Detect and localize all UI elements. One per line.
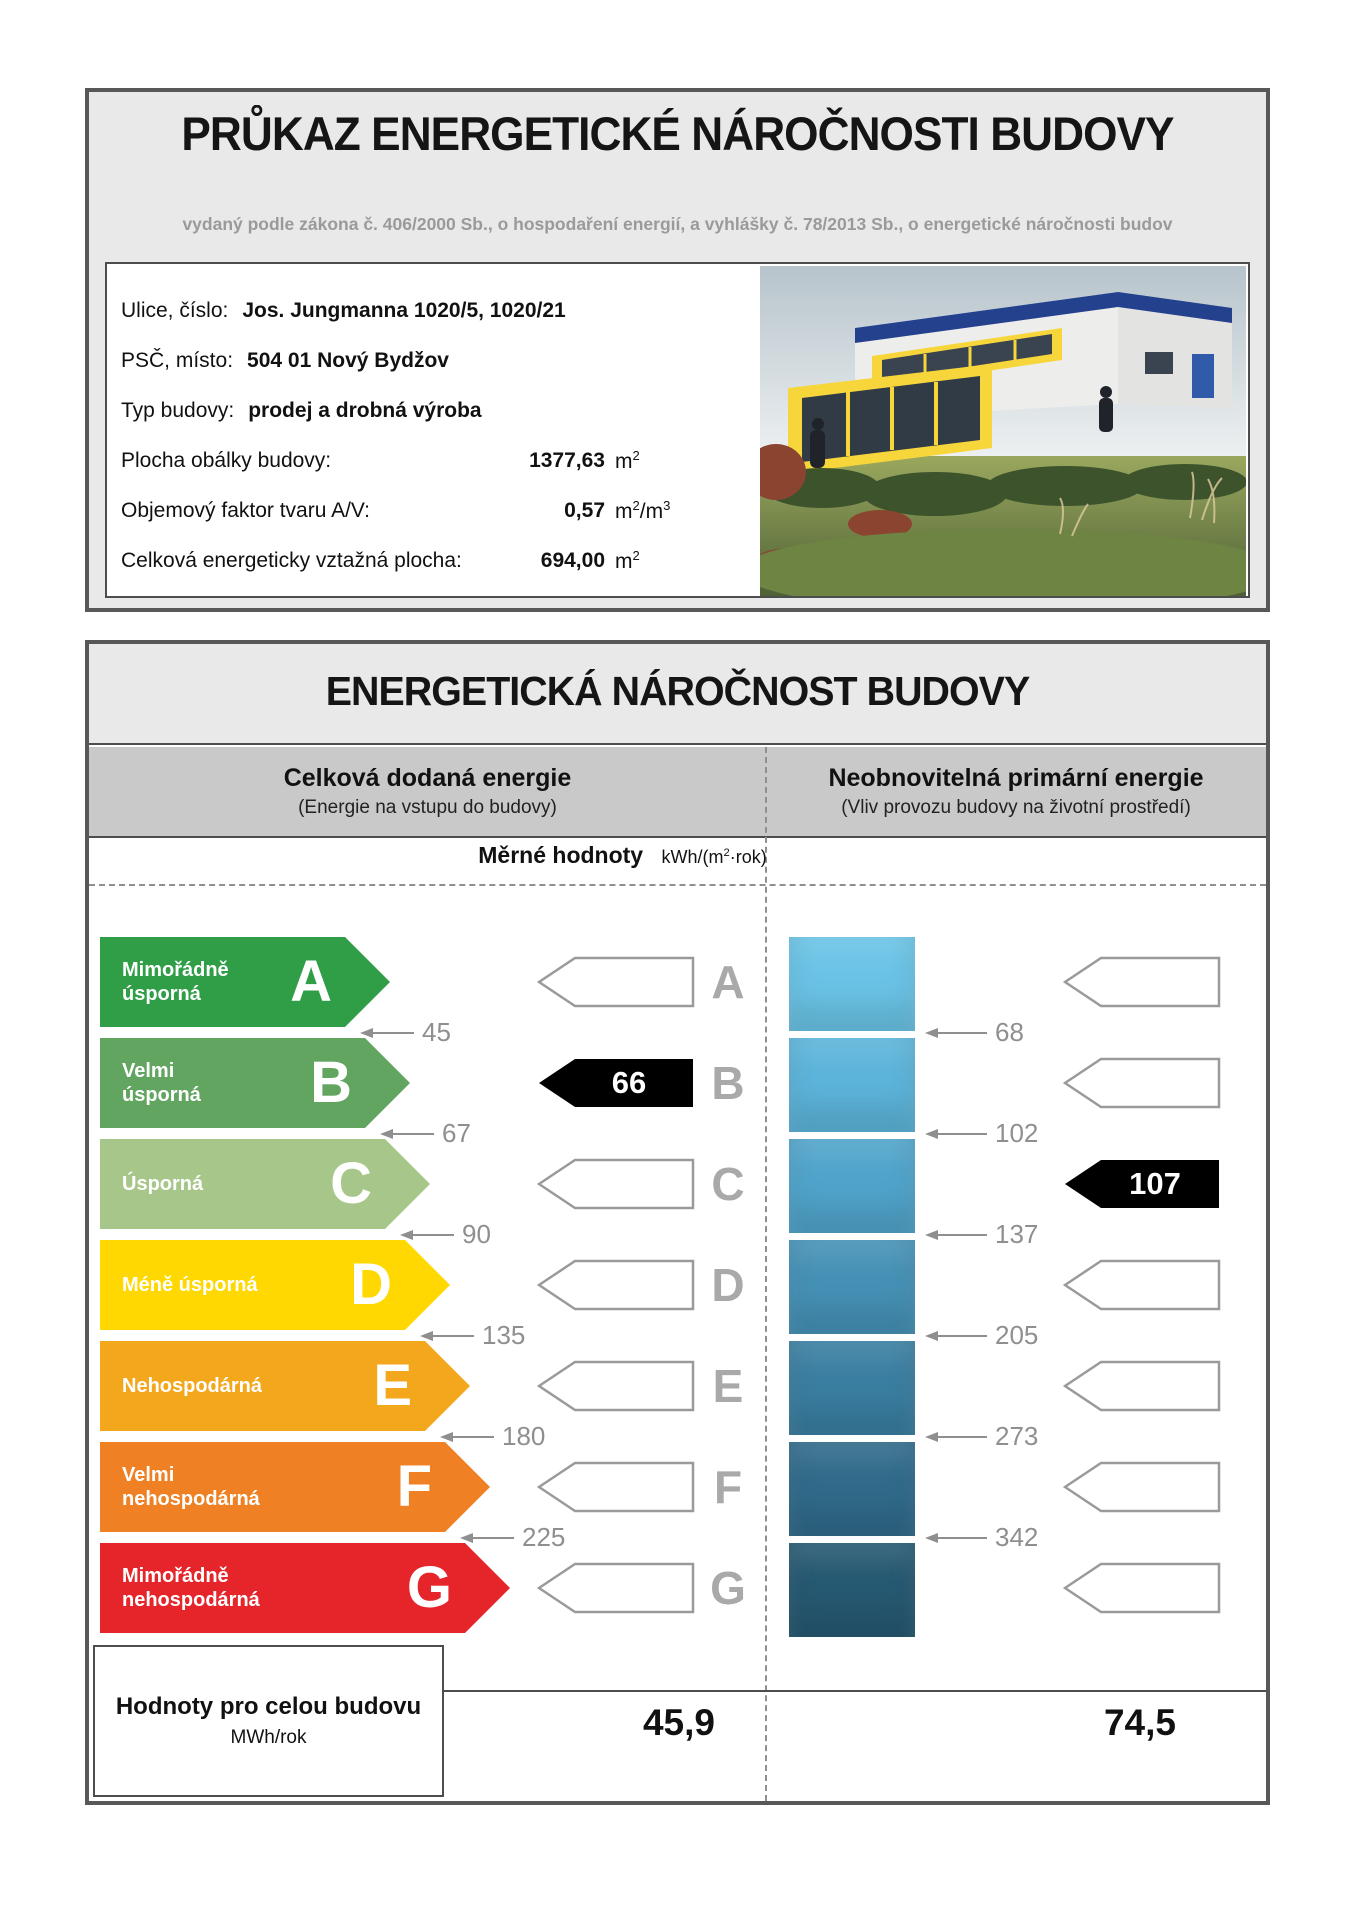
right-threshold-273: 273	[925, 1422, 1038, 1451]
right-indicator-E	[1063, 1359, 1221, 1413]
factor-label: Objemový faktor tvaru A/V:	[121, 499, 370, 522]
left-column-header	[89, 747, 766, 836]
factor-value: 0,57	[564, 499, 605, 522]
energy-rating-box	[85, 640, 1270, 1805]
left-arrow-icon	[925, 1430, 989, 1444]
floor-area-value: 694,00	[540, 549, 605, 572]
row-letter-A: A	[711, 956, 745, 1008]
specific-values-label: Měrné hodnoty	[478, 842, 644, 868]
left-arrow-icon	[925, 1026, 989, 1040]
envelope-unit: $m^2$	[615, 448, 640, 473]
blue-segment-6	[789, 1442, 915, 1536]
certificate-header-box	[85, 88, 1270, 612]
rating-bar-B: Velmi úsporná B	[100, 1038, 410, 1128]
envelope-value: 1377,63	[529, 449, 605, 472]
right-threshold-205: 205	[925, 1321, 1038, 1350]
right-threshold-68: 68	[925, 1018, 1024, 1047]
left-threshold-180: 180	[440, 1422, 545, 1451]
specific-values-unit: kWh/$(m^2\cdot rok)$	[661, 847, 767, 867]
left-indicator-E	[537, 1359, 695, 1413]
left-threshold-135: 135	[420, 1321, 525, 1350]
building-photo	[760, 266, 1246, 596]
building-info-list	[121, 286, 681, 586]
psc-value: 504 01 Nový Bydžov	[247, 349, 449, 372]
info-row-psc	[121, 336, 681, 386]
blue-segment-7	[789, 1543, 915, 1637]
totals-label: Hodnoty pro celou budovu	[115, 1693, 422, 1720]
total-value-left: 45,9	[642, 1702, 715, 1743]
blue-segment-5	[789, 1341, 915, 1435]
envelope-label: Plocha obálky budovy:	[121, 449, 332, 472]
psc-label: PSČ, místo:	[121, 349, 234, 372]
type-value: prodej a drobná výroba	[248, 399, 482, 422]
left-arrow-icon	[925, 1329, 989, 1343]
left-indicator-D	[537, 1258, 695, 1312]
street-label: Ulice, číslo:	[121, 299, 229, 322]
rating-bar-F: Velmi nehospodárná F	[100, 1442, 490, 1532]
left-arrow-icon	[420, 1329, 476, 1343]
right-value-arrow	[1063, 1157, 1221, 1211]
info-row-factor	[121, 486, 681, 536]
info-row-envelope	[121, 436, 681, 486]
column-divider-dashed	[765, 747, 767, 1801]
chart-top-dashed-line	[89, 884, 1266, 886]
right-indicator-F	[1063, 1460, 1221, 1514]
left-arrow-icon	[440, 1430, 496, 1444]
totals-unit: MWh/rok	[230, 1727, 307, 1748]
blue-segment-2	[789, 1038, 915, 1132]
building-info-box	[105, 262, 1250, 598]
totals-label-cell	[93, 1645, 444, 1797]
floor-area-unit: $m^2$	[615, 548, 640, 573]
left-indicator-G	[537, 1561, 695, 1615]
right-indicator-A	[1063, 955, 1221, 1009]
right-indicator-B	[1063, 1056, 1221, 1110]
type-label: Typ budovy:	[121, 399, 235, 422]
left-column-subtitle: (Energie na vstupu do budovy)	[298, 797, 557, 818]
rating-bar-E: Nehospodárná E	[100, 1341, 470, 1431]
blue-segment-1	[789, 937, 915, 1031]
info-row-floor-area	[121, 536, 681, 586]
row-letter-C: C	[711, 1158, 745, 1210]
blue-segment-3	[789, 1139, 915, 1233]
rating-bar-A: Mimořádně úsporná A	[100, 937, 390, 1027]
totals-separator	[444, 1690, 1266, 1692]
page-subtitle: vydaný podle zákona č. 406/2000 Sb., o hospodaření energií, a vyhlášky č. 78/2013 Sb., o energetické náročnosti budov	[182, 214, 1173, 234]
left-threshold-67: 67	[380, 1119, 471, 1148]
left-indicator-C	[537, 1157, 695, 1211]
left-arrow-icon	[460, 1531, 516, 1545]
left-building-value: 66	[611, 1065, 647, 1100]
left-threshold-90: 90	[400, 1220, 491, 1249]
left-threshold-225: 225	[460, 1523, 565, 1552]
right-indicator-G	[1063, 1561, 1221, 1615]
left-column-title: Celková dodaná energie	[283, 764, 572, 792]
factor-unit: $m^2/m^3$	[615, 498, 671, 523]
column-headers	[89, 747, 1266, 838]
right-column-subtitle: (Vliv provozu budovy na životní prostředí)	[841, 797, 1191, 818]
left-arrow-icon	[925, 1531, 989, 1545]
section-title: ENERGETICKÁ NÁROČNOST BUDOVY	[325, 668, 1030, 714]
left-arrow-icon	[360, 1026, 416, 1040]
rating-bar-D: Méně úsporná D	[100, 1240, 450, 1330]
info-row-street	[121, 286, 681, 336]
right-column-header	[766, 747, 1266, 836]
left-threshold-45: 45	[360, 1018, 451, 1047]
row-letter-G: G	[710, 1562, 746, 1614]
left-value-arrow	[537, 1056, 695, 1110]
row-letter-B: B	[711, 1057, 745, 1109]
street-value: Jos. Jungmanna 1020/5, 1020/21	[242, 299, 566, 322]
section-title-band	[89, 644, 1266, 745]
left-arrow-icon	[925, 1228, 989, 1242]
specific-values-heading	[34, 842, 1211, 869]
row-letter-F: F	[713, 1461, 743, 1513]
info-row-type	[121, 386, 681, 436]
left-arrow-icon	[400, 1228, 456, 1242]
right-threshold-342: 342	[925, 1523, 1038, 1552]
rating-bar-C: Úsporná C	[100, 1139, 430, 1229]
right-column-title: Neobnovitelná primární energie	[828, 764, 1204, 792]
right-threshold-137: 137	[925, 1220, 1038, 1249]
row-letter-D: D	[711, 1259, 745, 1311]
left-indicator-F	[537, 1460, 695, 1514]
floor-area-label: Celková energeticky vztažná plocha:	[121, 549, 462, 572]
page-title: PRŮKAZ ENERGETICKÉ NÁROČNOSTI BUDOVY	[181, 107, 1174, 160]
rating-bar-G: Mimořádně nehospodárná G	[100, 1543, 510, 1633]
left-arrow-icon	[925, 1127, 989, 1141]
building-photo-illustration	[760, 266, 1246, 596]
right-indicator-D	[1063, 1258, 1221, 1312]
left-indicator-A	[537, 955, 695, 1009]
row-letter-E: E	[712, 1360, 744, 1412]
total-value-right: 74,5	[1103, 1702, 1176, 1743]
blue-segment-4	[789, 1240, 915, 1334]
right-threshold-102: 102	[925, 1119, 1038, 1148]
left-arrow-icon	[380, 1127, 436, 1141]
right-building-value: 107	[1129, 1166, 1181, 1201]
